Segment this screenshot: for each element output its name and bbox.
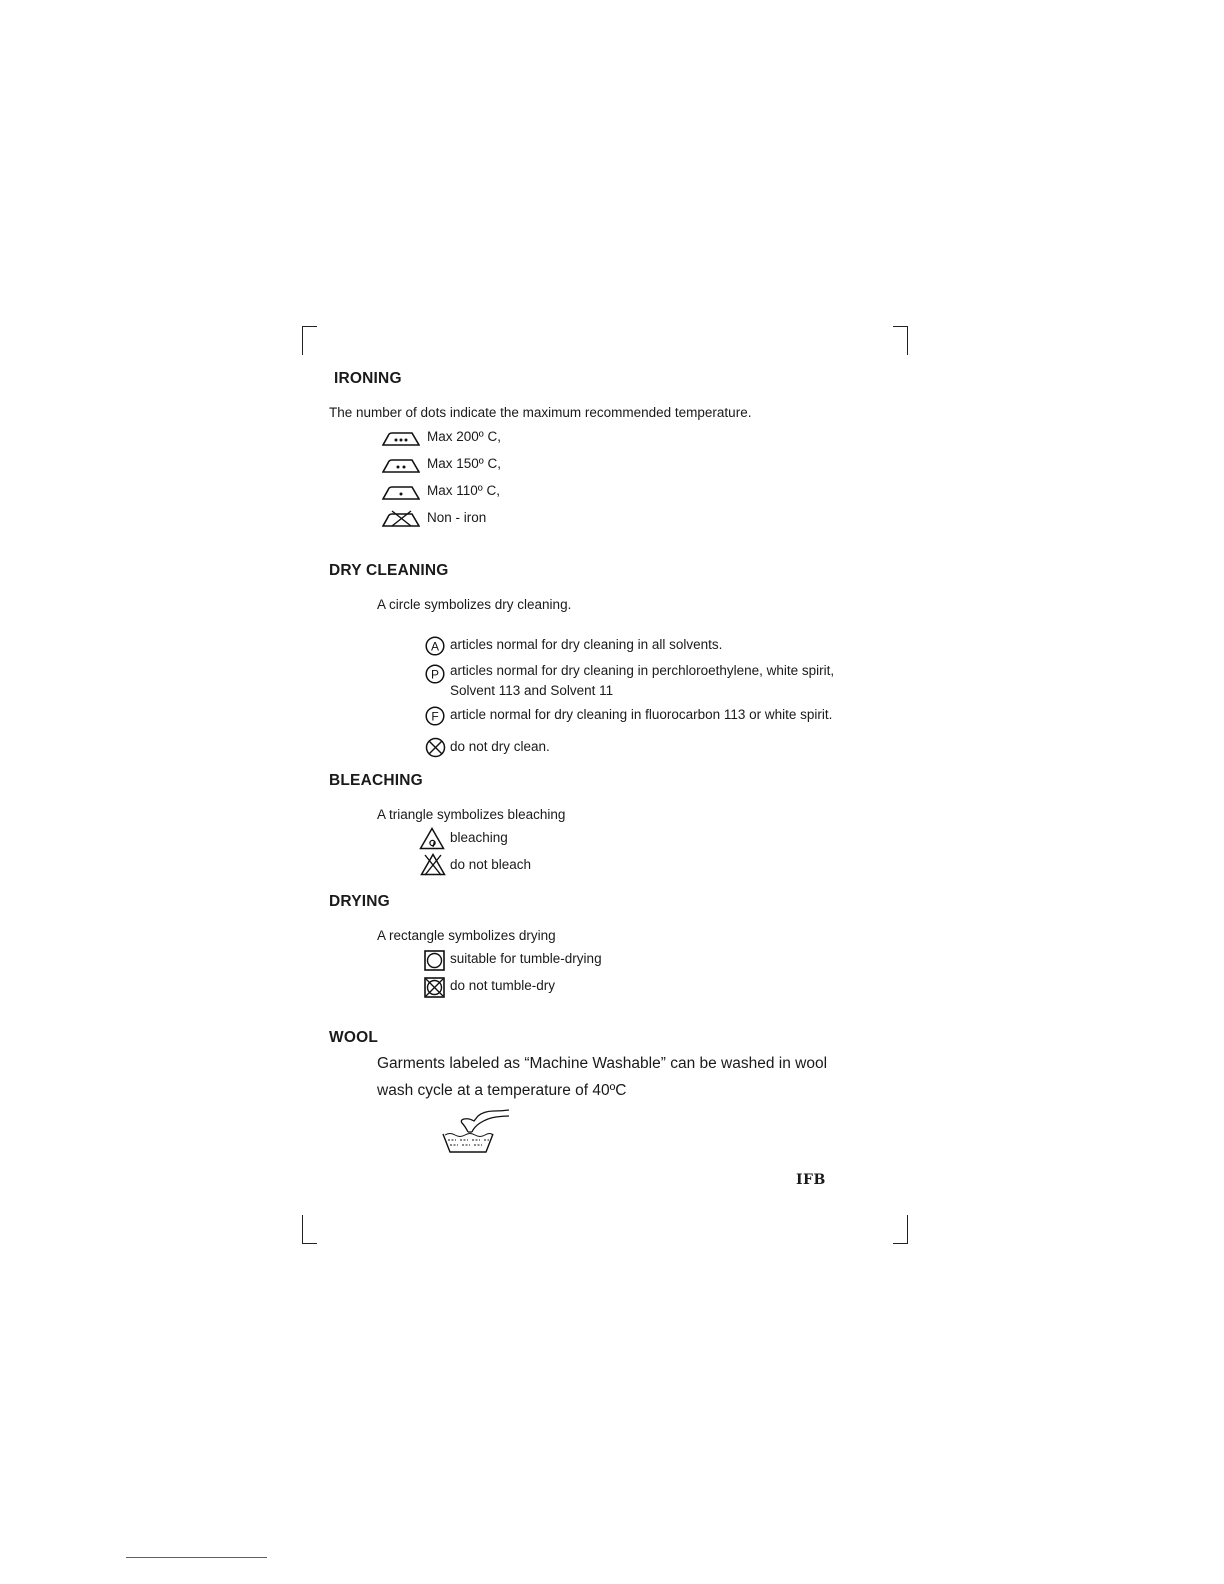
ironing-item-label: Max 110º C, [427,483,500,498]
hand-wash-icon [442,1108,514,1154]
dry-cleaning-intro: A circle symbolizes dry cleaning. [377,597,572,612]
drying-intro: A rectangle symbolizes drying [377,928,556,943]
crop-mark-top-right [893,326,908,355]
ironing-item-label: Max 150º C, [427,456,501,471]
wool-text-line-2: wash cycle at a temperature of 40ºC [377,1082,627,1099]
crop-mark-top-left [302,326,317,355]
iron-3-dots-icon [382,430,420,446]
tumble-dry-icon [424,950,445,971]
footer-rule [126,1557,267,1558]
brand-logo: IFB [796,1172,826,1188]
svg-text:P: P [430,667,440,682]
iron-crossed-icon [382,510,420,527]
drying-item-label: do not tumble-dry [450,978,556,993]
circle-crossed-icon [425,737,446,758]
bleaching-item-label: bleaching [450,830,508,845]
dry-cleaning-item-label: articles normal for dry cleaning in all solvents. [450,637,723,652]
crop-mark-bottom-left [302,1215,317,1244]
circle-a-icon [425,636,445,656]
wool-heading: WOOL [329,1029,379,1046]
dry-cleaning-item-label: do not dry clean. [450,739,550,754]
drying-heading: DRYING [329,893,390,910]
bleaching-intro: A triangle symbolizes bleaching [377,807,566,822]
tumble-dry-crossed-icon [424,977,445,998]
wool-text-line-1: Garments labeled as “Machine Washable” can be washed in wool [377,1055,828,1072]
bleaching-item-label: do not bleach [450,857,532,872]
circle-p-icon [425,664,445,684]
dry-cleaning-item-label-continued: Solvent 113 and Solvent 11 [450,683,614,698]
ironing-intro: The number of dots indicate the maximum recommended temperature. [329,405,752,420]
svg-text:A: A [430,639,440,654]
ironing-item-label: Max 200º C, [427,429,501,444]
dry-cleaning-item-label: article normal for dry cleaning in fluorocarbon 113 or white spirit. [450,707,833,722]
iron-2-dots-icon [382,457,420,473]
circle-f-icon [425,706,445,726]
ironing-heading: IRONING [334,370,402,387]
triangle-bleach-icon [419,827,445,850]
bleaching-heading: BLEACHING [329,772,423,789]
crop-mark-bottom-right [893,1215,908,1244]
dry-cleaning-item-label: articles normal for dry cleaning in perchloroethylene, white spirit, [450,663,835,678]
svg-text:F: F [431,709,439,724]
iron-1-dot-icon [382,484,420,500]
ironing-item-label: Non - iron [427,510,487,525]
dry-cleaning-heading: DRY CLEANING [329,562,449,579]
triangle-crossed-icon [420,853,446,876]
drying-item-label: suitable for tumble-drying [450,951,602,966]
